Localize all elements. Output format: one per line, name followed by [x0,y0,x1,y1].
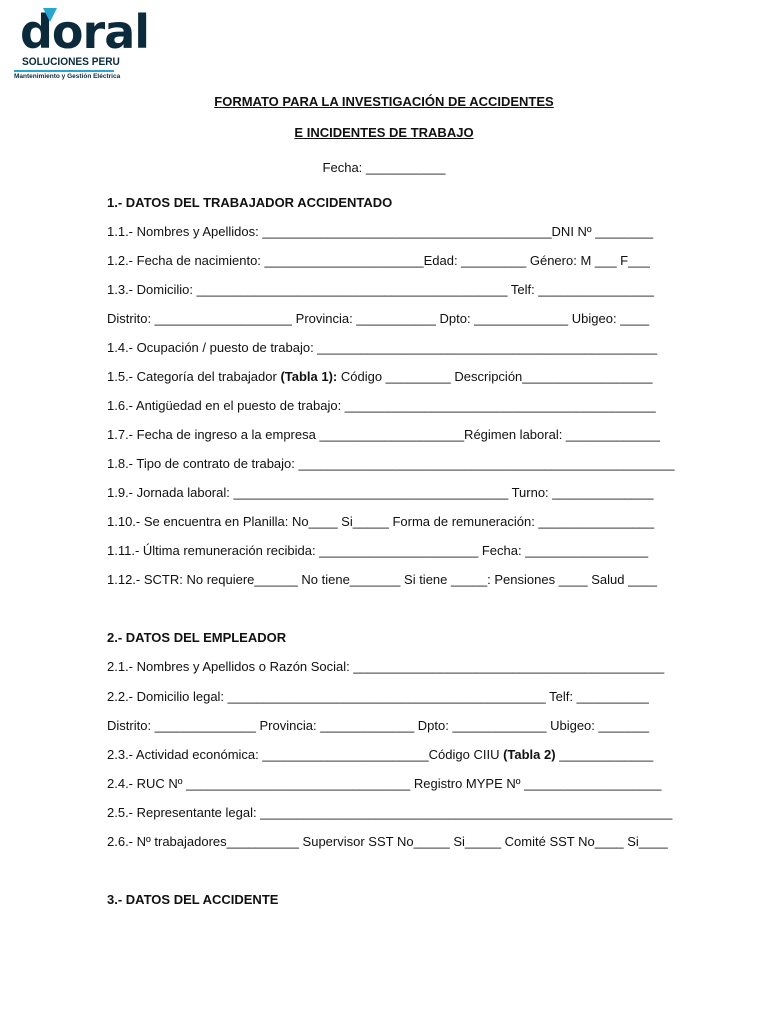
field-1-3: 1.3.- Domicilio: ___________________________________________ Telf: ________________ [107,282,654,297]
field-1-6: 1.6.- Antigüedad en el puesto de trabajo: ___________________________________________ [107,398,656,413]
section-1-heading: 1.- DATOS DEL TRABAJADOR ACCIDENTADO [107,195,393,210]
document-title-line-2: E INCIDENTES DE TRABAJO [294,125,474,140]
field-1-3-distrito: Distrito: ___________________ Provincia: ___________ Dpto: _____________ Ubigeo: ____ [107,311,650,326]
field-1-7: 1.7.- Fecha de ingreso a la empresa ____________________Régimen laboral: _____________ [107,427,660,442]
field-2-2: 2.2.- Domicilio legal: ____________________________________________ Telf: __________ [107,689,649,704]
field-2-1: 2.1.- Nombres y Apellidos o Razón Social: ___________________________________________ [107,659,665,674]
field-1-5 [107,369,652,385]
company-logo [14,5,150,86]
field-1-9: 1.9.- Jornada laboral: ______________________________________ Turno: ______________ [107,485,654,500]
field-1-5-rest: Código _________ Descripción__________________ [337,369,653,384]
document-title-line-1: FORMATO PARA LA INVESTIGACIÓN DE ACCIDENTES [214,94,554,109]
field-2-6: 2.6.- Nº trabajadores__________ Supervisor SST No_____ Si_____ Comité SST No____ Si____ [107,834,668,849]
logo-subtitle: SOLUCIONES PERU [22,56,120,68]
field-1-5-table-ref: (Tabla 1): [280,369,338,384]
field-2-5: 2.5.- Representante legal: _________________________________________________________ [107,805,673,820]
field-1-1: 1.1.- Nombres y Apellidos: ________________________________________DNI Nº ________ [107,224,654,239]
field-1-4: 1.4.- Ocupación / puesto de trabajo: _______________________________________________ [107,340,658,355]
logo-tagline: Mantenimiento y Gestión Eléctrica [14,73,121,80]
field-1-10: 1.10.- Se encuentra en Planilla: No____ Si_____ Forma de remuneración: ________________ [107,514,655,529]
logo-drop-icon [43,8,57,22]
date-field: Fecha: ___________ [322,160,446,175]
section-3-heading: 3.- DATOS DEL ACCIDENTE [107,892,279,907]
field-1-11: 1.11.- Última remuneración recibida: ______________________ Fecha: _________________ [107,543,649,558]
field-1-12: 1.12.- SCTR: No requiere______ No tiene_______ Si tiene _____: Pensiones ____ Salud ____ [107,572,658,587]
field-1-2: 1.2.- Fecha de nacimiento: ______________________Edad: _________ Género: M ___ F___ [107,253,650,268]
field-1-8: 1.8.- Tipo de contrato de trabajo: ____________________________________________________ [107,456,675,471]
field-2-3 [107,747,653,763]
field-2-3-label: 2.3.- Actividad económica: _______________________Código CIIU [107,747,504,762]
field-2-3-rest: _____________ [555,747,654,762]
field-2-2-distrito: Distrito: ______________ Provincia: _____________ Dpto: _____________ Ubigeo: _______ [107,718,650,733]
field-2-3-table-ref: (Tabla 2) [503,747,556,762]
logo-brand: doral [20,5,150,59]
field-1-5-label: 1.5.- Categoría del trabajador [107,369,281,384]
field-2-4: 2.4.- RUC Nº _______________________________ Registro MYPE Nº ___________________ [107,776,662,791]
logo-divider [14,70,114,72]
section-2-heading: 2.- DATOS DEL EMPLEADOR [107,630,287,645]
